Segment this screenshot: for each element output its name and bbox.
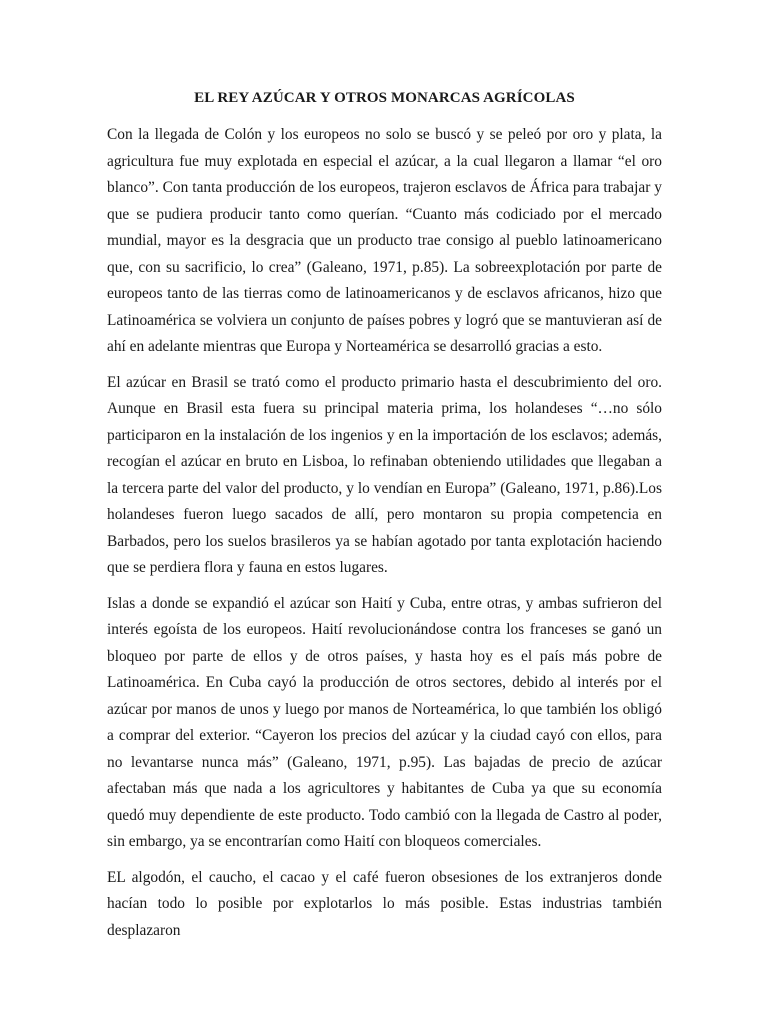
document-title: EL REY AZÚCAR Y OTROS MONARCAS AGRÍCOLAS (194, 90, 575, 106)
paragraph-1: Con la llegada de Colón y los europeos no solo se buscó y se peleó por oro y plata, la agricultura fue muy explotada en especial el azúcar, a la cual llegaron a llamar “el oro blanco”. Con tanta producción de los europeos, trajeron esclavos de África para trabajar y que se pudiera producir tanto como querían. “Cuanto más codiciado por el mercado mundial, mayor es la desgracia que un producto trae consigo al pueblo latinoamericano que, con su sacrificio, lo crea” (Galeano, 1971, p.85). La sobreexplotación por parte de europeos tanto de las tierras como de latinoamericanos y de esclavos africanos, hizo que Latinoamérica se volviera un conjunto de países pobres y logró que se mantuvieran así de ahí en adelante mientras que Europa y Norteamérica se desarrolló gracias a esto. (107, 126, 662, 355)
paragraph-3: Islas a donde se expandió el azúcar son Haití y Cuba, entre otras, y ambas sufrieron del interés egoísta de los europeos. Haití revolucionándose contra los franceses se ganó un bloqueo por parte de ellos y de otros países, y hasta hoy es el país más pobre de Latinoamérica. En Cuba cayó la producción de otros sectores, debido al interés por el azúcar por manos de unos y luego por manos de Norteamérica, lo que también los obligó a comprar del exterior. “Cayeron los precios del azúcar y la ciudad cayó con ellos, para no levantarse nunca más” (Galeano, 1971, p.95). Las bajadas de precio de azúcar afectaban más que nada a los agricultores y habitantes de Cuba ya que su economía quedó muy dependiente de este producto. Todo cambió con la llegada de Castro al poder, sin embargo, ya se encontrarían como Haití con bloqueos comerciales. (107, 594, 662, 850)
paragraph-2: El azúcar en Brasil se trató como el producto primario hasta el descubrimiento del oro. Aunque en Brasil esta fuera su principal materia prima, los holandeses “…no sólo participaron en la instalación de los ingenios y en la importación de los esclavos; además, recogían el azúcar en bruto en Lisboa, lo refinaban obteniendo utilidades que llegaban a la tercera parte del valor del producto, y lo vendían en Europa” (Galeano, 1971, p.86).Los holandeses fueron luego sacados de allí, pero montaron su propia competencia en Barbados, pero los suelos brasileros ya se habían agotado por tanta explotación haciendo que se perdiera flora y fauna en estos lugares. (107, 373, 662, 576)
document-page (107, 88, 662, 953)
paragraph-4: EL algodón, el caucho, el cacao y el café fueron obsesiones de los extranjeros donde hacían todo lo posible por explotarlos lo más posible. Estas industrias también desplazaron (107, 868, 662, 939)
